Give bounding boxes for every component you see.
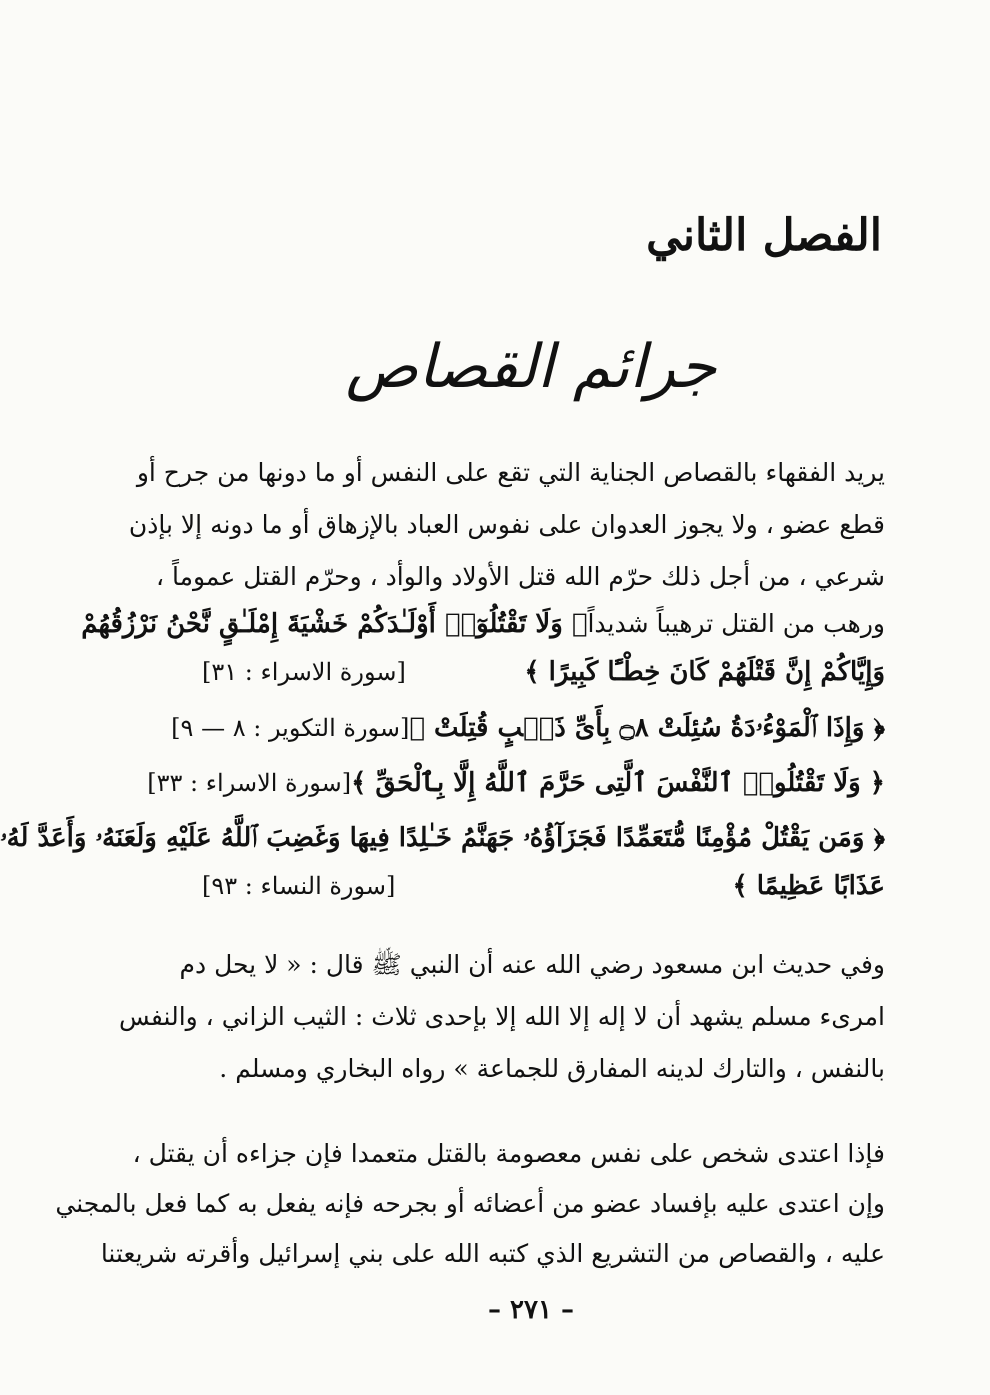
- paragraph-line: وإن اعتدى عليه بإفساد عضو من أعضائه أو بجرحه فإنه يفعل به كما فعل بالمجني: [55, 1189, 885, 1218]
- paragraph-line: عليه ، والقصاص من التشريع الذي كتبه الله على بني إسرائيل وأقرته شريعتنا: [100, 1239, 885, 1268]
- paragraph-line: فإذا اعتدى شخص على نفس معصومة بالقتل متعمدا فإن جزاءه أن يقتل ،: [132, 1139, 885, 1168]
- verse-reference: [سورة النساء : ٩٣]: [202, 872, 396, 900]
- paragraph-line: قطع عضو ، ولا يجوز العدوان على نفوس العباد بالإزهاق أو ما دونه إلا بإذن: [128, 510, 885, 539]
- verse-reference: [سورة الاسراء : ٣١]: [202, 658, 406, 686]
- paragraph-line: بالنفس ، والتارك لدينه المفارق للجماعة » رواه البخاري ومسلم .: [219, 1054, 885, 1083]
- paragraph-line: [81, 604, 885, 644]
- verse-line: [202, 652, 885, 692]
- quran-verse: وَإِيَّاكُمْ إِنَّ قَتْلَهُمْ كَانَ خِطْـًٔا كَبِيرًا ﴾: [524, 657, 885, 687]
- quran-verse: ﴿ وَلَا تَقْتُلُوا۟ ٱلنَّفْسَ ٱلَّتِى حَرَّمَ ٱللَّهُ إِلَّا بِٱلْحَقِّ ﴾: [351, 768, 885, 798]
- verse-line: [202, 866, 885, 906]
- section-title: جرائم القصاص: [345, 332, 717, 402]
- paragraph-text: ورهب من القتل ترهيباً شديداً: [587, 609, 885, 638]
- verse-reference: [سورة التكوير : ٨ — ٩]: [171, 714, 410, 742]
- quran-verse: ﴿ وَإِذَا ٱلْمَوْءُۥدَةُ سُئِلَتْ ۝٨ بِأَىِّ ذَنۢبٍ قُتِلَتْ ﴾: [409, 713, 885, 743]
- paragraph-line: يريد الفقهاء بالقصاص الجناية التي تقع على النفس أو ما دونها من جرح أو: [136, 458, 885, 487]
- quran-verse: ﴿ وَلَا تَقْتُلُوٓا۟ أَوْلَـٰدَكُمْ خَشْيَةَ إِمْلَـٰقٍ نَّحْنُ نَرْزُقُهُمْ: [81, 609, 588, 639]
- verse-reference: [سورة الاسراء : ٣٣]: [147, 769, 352, 797]
- paragraph-line: شرعي ، من أجل ذلك حرّم الله قتل الأولاد والوأد ، وحرّم القتل عموماً ،: [155, 562, 885, 591]
- quran-verse: عَذَابًا عَظِيمًا ﴾: [732, 871, 885, 901]
- page-number: – ٢٧١ –: [487, 1295, 575, 1325]
- verse-line: [147, 763, 885, 803]
- verse-line: [171, 708, 885, 748]
- chapter-heading: الفصل الثاني: [646, 210, 882, 261]
- paragraph-line: امرىء مسلم يشهد أن لا إله إلا الله إلا بإحدى ثلاث : الثيب الزاني ، والنفس: [119, 1002, 885, 1031]
- quran-verse: ﴿ وَمَن يَقْتُلْ مُؤْمِنًا مُّتَعَمِّدًا فَجَزَآؤُهُۥ جَهَنَّمُ خَـٰلِدًا فِيهَا وَغَضِبَ ٱللَّهُ عَلَيْهِ وَلَعَنَهُۥ وَأَعَدَّ لَهُۥ: [0, 823, 885, 853]
- paragraph-line: وفي حديث ابن مسعود رضي الله عنه أن النبي ﷺ قال : « لا يحل دم: [179, 950, 885, 979]
